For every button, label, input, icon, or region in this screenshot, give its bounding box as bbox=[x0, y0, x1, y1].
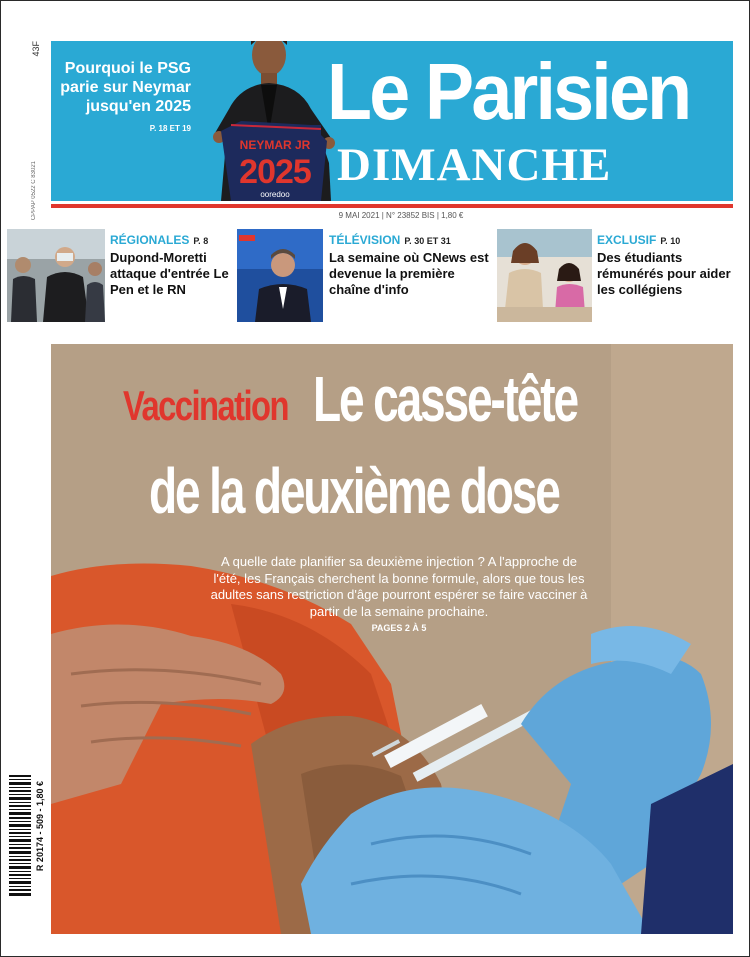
teaser-television-kicker: TÉLÉVISION bbox=[329, 233, 401, 247]
masthead-rule bbox=[51, 204, 733, 208]
barcode-text: R 20174 - 509 - 1,80 € bbox=[35, 781, 45, 872]
cover-headline-line1: Le casse-tête bbox=[313, 363, 577, 435]
masthead-teaser-title: Pourquoi le PSG parie sur Neymar jusqu'en 2025 bbox=[60, 60, 191, 115]
teaser-regionales-pages: P. 8 bbox=[193, 236, 209, 246]
logo-main: Le Parisien bbox=[327, 47, 690, 136]
logo-sub: DIMANCHE bbox=[337, 139, 612, 191]
masthead-teaser-pages: P. 18 ET 19 bbox=[149, 124, 191, 133]
teaser-exclusif-pages: P. 10 bbox=[660, 236, 681, 246]
cover-story[interactable] bbox=[51, 344, 733, 934]
jersey-name: NEYMAR JR bbox=[239, 138, 311, 152]
masthead-teaser[interactable] bbox=[51, 59, 191, 138]
teaser-exclusif[interactable] bbox=[497, 229, 735, 324]
teaser-exclusif-text: Des étudiants rémunérés pour aider les collégiens bbox=[597, 250, 731, 297]
cover-kicker: Vaccination bbox=[123, 382, 288, 429]
teaser-television[interactable] bbox=[237, 229, 493, 324]
teaser-exclusif-kicker: EXCLUSIF bbox=[597, 233, 657, 247]
edge-code: 43F bbox=[31, 41, 41, 57]
teaser-television-text: La semaine où CNews est devenue la première chaîne d'info bbox=[329, 250, 489, 297]
jersey-sponsor: ooredoo bbox=[260, 190, 290, 199]
teaser-television-pages: P. 30 ET 31 bbox=[404, 236, 451, 246]
cover-deck-pages: PAGES 2 À 5 bbox=[371, 623, 427, 633]
issue-line: 9 MAI 2021 | N° 23852 BIS | 1,80 € bbox=[338, 211, 464, 220]
edge-registration: CPPAP 0522 C 83021 bbox=[31, 161, 37, 221]
teaser-television-photo bbox=[237, 229, 323, 322]
masthead bbox=[51, 41, 733, 201]
teaser-regionales-photo bbox=[7, 229, 105, 322]
teaser-exclusif-photo bbox=[497, 229, 592, 322]
cover-deck bbox=[209, 554, 589, 637]
newspaper-logo[interactable] bbox=[327, 43, 729, 189]
cover-deck-text: A quelle date planifier sa deuxième injection ? A l'approche de l'été, les Français cherchent la bonne formule, alors que tous les adultes sans restriction d'âge pourront espérer se faire vacciner à partir de la semaine prochaine. bbox=[210, 554, 588, 619]
teaser-regionales-kicker: RÉGIONALES bbox=[110, 233, 190, 247]
jersey-number: 2025 bbox=[239, 153, 311, 191]
teaser-regionales-text: Dupond-Moretti attaque d'entrée Le Pen et le RN bbox=[110, 250, 229, 297]
barcode bbox=[7, 773, 33, 899]
cover-headline-line2: de la deuxième dose bbox=[149, 455, 559, 527]
teaser-regionales[interactable] bbox=[7, 229, 247, 324]
